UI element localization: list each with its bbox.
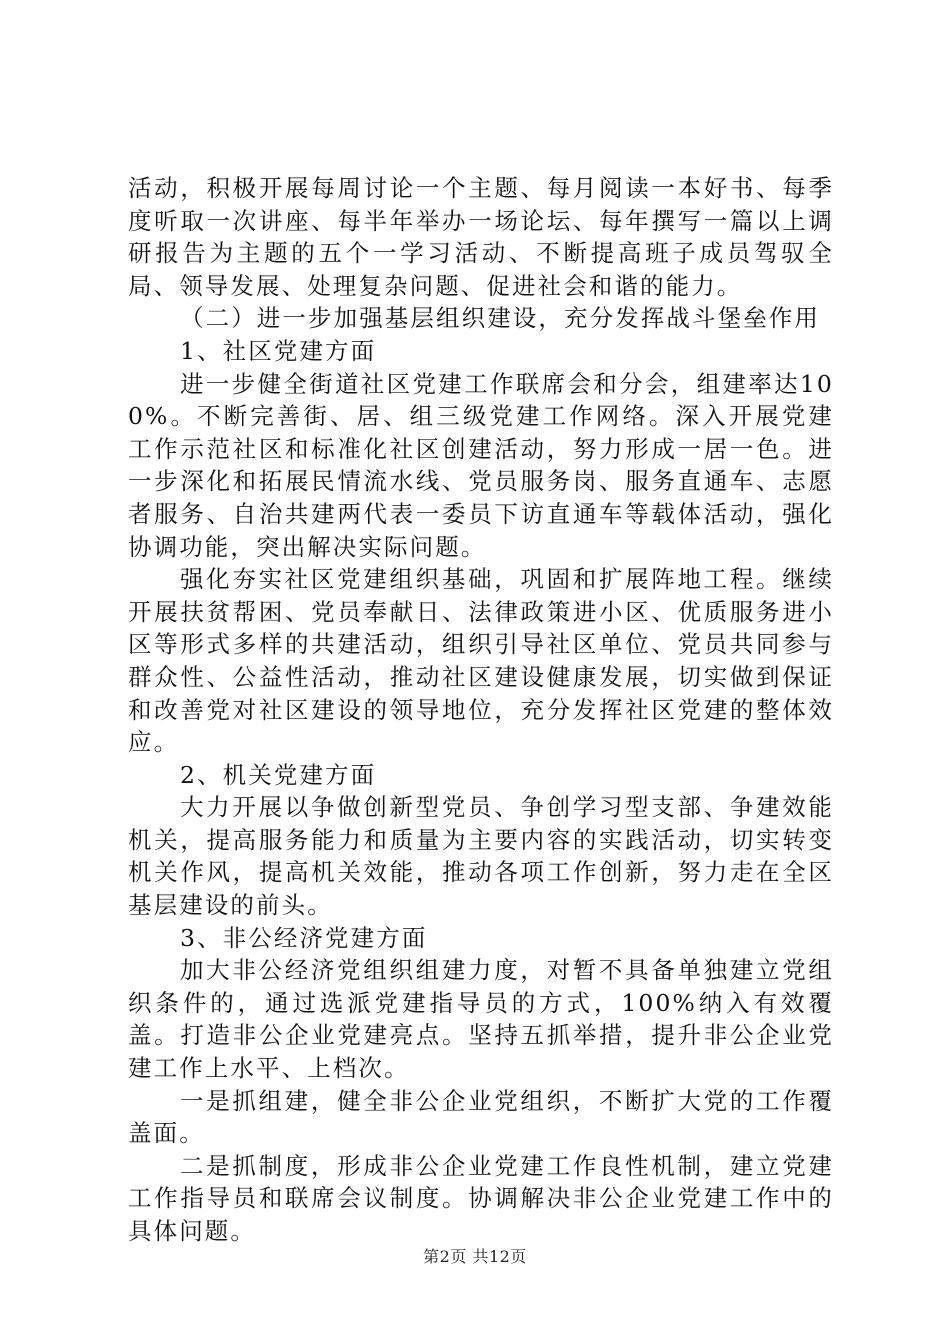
subheading-organs: 2、机关党建方面	[180, 760, 377, 789]
paragraph-organs: 大力开展以争做创新型党员、争创学习型支部、争建效能机关，提高服务能力和质量为主要内容的实践活动，切实转变机关作风，提高机关效能，推动各项工作创新，努力走在全区基层建设的前头。	[128, 793, 834, 920]
paragraph-continuation: 活动，积极开展每周讨论一个主题、每月阅读一本好书、每季度听取一次讲座、每半年举办一场论坛、每年撰写一篇以上调研报告为主题的五个一学习活动、不断提高班子成员驾驭全局、领导发展、处理复杂问题、促进社会和谐的能力。	[128, 174, 834, 300]
subheading-community: 1、社区党建方面	[180, 336, 377, 365]
paragraph-community-2: 强化夯实社区党建组织基础，巩固和扩展阵地工程。继续开展扶贫帮困、党员奉献日、法律政策进小区、优质服务进小区等形式多样的共建活动，组织引导社区单位、党员共同参与群众性、公益性活动，推动社区建设健康发展，切实做到保证和改善党对社区建设的领导地位，充分发挥社区党建的整体效应。	[128, 565, 834, 757]
document-body	[128, 172, 834, 1248]
paragraph-nonpublic-1: 加大非公经济党组织组建力度，对暂不具备单独建立党组织条件的，通过选派党建指导员的方式，100%纳入有效覆盖。打造非公企业党建亮点。坚持五抓举措，提升非公企业党建工作上水平、上档次。	[128, 956, 834, 1083]
section-heading-2: （二）进一步加强基层组织建设，充分发挥战斗堡垒作用	[180, 304, 820, 333]
subheading-nonpublic: 3、非公经济党建方面	[180, 923, 428, 952]
paragraph-nonpublic-2: 一是抓组建，健全非公企业党组织，不断扩大党的工作覆盖面。	[128, 1086, 834, 1148]
paragraph-nonpublic-3: 二是抓制度，形成非公企业党建工作良性机制，建立党建工作指导员和联席会议制度。协调解决非公企业党建工作中的具体问题。	[128, 1151, 834, 1245]
paragraph-community-1: 进一步健全街道社区党建工作联席会和分会，组建率达100%。不断完善街、居、组三级党建工作网络。深入开展党建工作示范社区和标准化社区创建活动，努力形成一居一色。进一步深化和拓展民情流水线、党员服务岗、服务直通车、志愿者服务、自治共建两代表一委员下访直通车等载体活动，强化协调功能，突出解决实际问题。	[128, 369, 834, 561]
page-number-footer: 第2页 共12页	[423, 1247, 527, 1266]
